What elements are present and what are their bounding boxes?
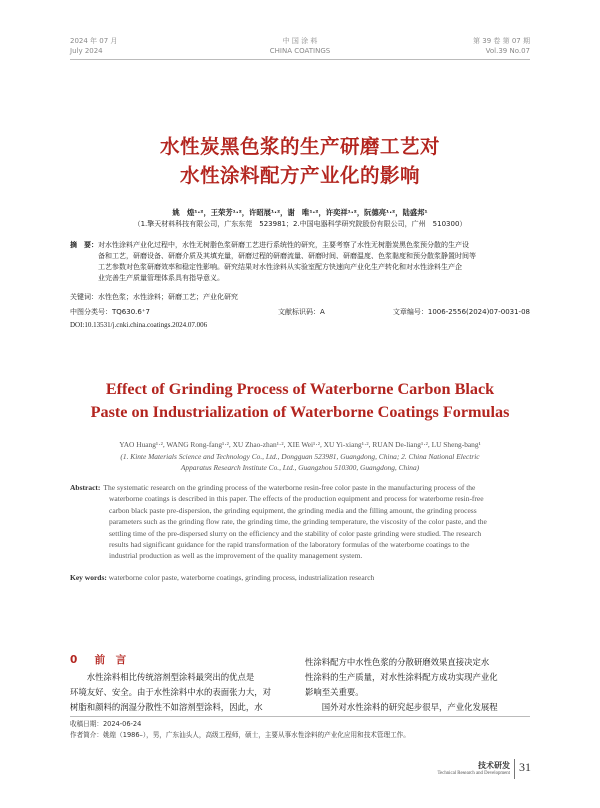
- doi: DOI:10.13531/j.cnki.china.coatings.2024.07.006: [70, 321, 208, 329]
- title-cn-line2: 水性涂料配方产业化的影响: [179, 164, 420, 187]
- section-number: 0: [70, 654, 78, 666]
- body-line: 环境友好、安全。由于水性涂料中水的表面张力大，对: [70, 687, 271, 697]
- received-date: 收稿日期：2024-06-24: [70, 720, 142, 728]
- header-date-cn: 2024 年 07 月: [70, 37, 118, 45]
- abstract-en-line: industrial production as well as the improvement of the quality management system.: [109, 551, 363, 561]
- keywords-en-text: waterborne color paste, waterborne coatings, grinding process, industrialization research: [108, 573, 375, 582]
- footer-divider: [514, 759, 515, 779]
- abstract-en-line: settling time of the pre-dispersed slurry on the efficiency and the stability of color paste grinding were studied. The research: [109, 528, 482, 538]
- abstract-cn-line: 工艺参数对色浆研磨效率和稳定性影响。研究结果对水性涂料从实验室配方快速向产业化生产转化和对水性涂料生产企: [98, 263, 462, 271]
- body-line: 水性涂料相比传统溶剂型涂料最突出的优点是: [70, 672, 255, 682]
- section-heading: [70, 652, 126, 667]
- header-rule: [70, 59, 530, 60]
- body-left-column: [70, 670, 295, 715]
- authors-cn: 姚 煌¹·²，王荣芳¹·²，许昭展¹·²，谢 唯¹·²，许奕祥¹·²，阮德亮¹·²，陆盛邦¹: [172, 208, 428, 217]
- body-line: 性涂料的生产质量，对水性涂料配方成功实现产业化: [305, 672, 498, 682]
- abstract-en-line: carbon black paste pre-dispersion, the grinding equipment, the grinding media and the filling amount, the grinding process: [109, 505, 477, 515]
- authors-en: YAO Huang¹·², WANG Rong-fang¹·², XU Zhao-zhan¹·², XIE Wei¹·², XU Yi-xiang¹·², RUAN De-liang¹·², LU Sheng-bang¹: [119, 440, 481, 449]
- abstract-en-line: parameters such as the grinding flow rate, the grinding time, the grinding temperature, the viscosity of the color paste, and the: [109, 517, 487, 527]
- classification-cn: 中图分类号：TQ630.6⁺7: [70, 308, 150, 316]
- abstract-en-line: results had significant guidance for the rapid transformation of the laboratory formulas of the waterborne coatings to the: [109, 540, 470, 550]
- header-date-en: July 2024: [70, 47, 103, 55]
- abstract-cn-label: 摘 要：: [70, 241, 98, 249]
- body-line: 性涂料配方中水性色浆的分散研磨效果直接决定水: [305, 657, 490, 667]
- affiliations-cn: （1.擎天材料科技有限公司，广东东莞 523981；2.中国电器科学研究院股份有限公司，广州 510300）: [133, 220, 467, 228]
- keywords-en-label: Key words:: [70, 573, 107, 582]
- abstract-en: [70, 482, 530, 562]
- title-en-line1: Effect of Grinding Process of Waterborne Carbon Black: [105, 380, 495, 398]
- abstract-cn-line: 备和工艺，研磨设备、研磨介质及其填充量，研磨过程的研磨流量、研磨时间、研磨温度、色浆黏度和预分散浆静置时间等: [98, 252, 476, 260]
- abstract-cn-line: 业完善生产质量管理体系具有指导意义。: [98, 274, 224, 282]
- abstract-en-line: The systematic research on the grinding process of the waterborne resin-free color paste in the manufacturing process of the: [103, 483, 476, 492]
- article-number: 文章编号：1006-2556(2024)07-0031-08: [392, 308, 530, 316]
- header-journal-cn: 中 国 涂 料: [282, 37, 318, 45]
- header-journal-en: CHINA COATINGS: [269, 47, 331, 55]
- affiliations-en-line2: Apparatus Research Institute Co., Ltd., Guangzhou 510300, Guangdong, China): [180, 463, 420, 472]
- doc-code-cn: 文献标识码：A: [278, 308, 325, 316]
- abstract-cn-line: 对水性涂料产业化过程中，水性无树脂色浆研磨工艺进行系统性的研究，主要考察了水性无树脂炭黑色浆预分散的生产设: [98, 241, 469, 249]
- body-line: 树脂和颜料的润湿分散性不如溶剂型涂料，因此，水: [70, 702, 263, 712]
- abstract-cn: [70, 240, 530, 284]
- header-volume-cn: 第 39 卷 第 07 期: [473, 37, 530, 45]
- affiliations-en-line1: (1. Kinte Materials Science and Technology Co., Ltd., Dongguan 523981, Guangdong, China; 2. China National Electric: [120, 452, 480, 461]
- footer-column-en: Technical Research and Development: [437, 771, 510, 776]
- body-line: 影响至关重要。: [305, 687, 364, 697]
- body-right-column: [305, 655, 530, 715]
- keywords-en: [70, 572, 530, 583]
- header-volume-en: Vol.39 No.07: [485, 47, 530, 55]
- section-title: 前 言: [94, 654, 127, 666]
- title-cn-line1: 水性炭黑色浆的生产研磨工艺对: [159, 135, 440, 158]
- footer-column-cn: 技术研发: [478, 761, 510, 770]
- page-number: 31: [519, 760, 531, 774]
- body-line: 国外对水性涂料的研究起步很早，产业化发展程: [305, 702, 498, 712]
- author-bio: 作者简介：姚煌（1986–），男，广东汕头人，高级工程师，硕士，主要从事水性涂料的产业化应用和技术管理工作。: [70, 731, 410, 739]
- footnote-rule: [70, 716, 530, 717]
- title-en-line2: Paste on Industrialization of Waterborne Coatings Formulas: [90, 403, 510, 421]
- abstract-en-line: waterborne coatings is described in this paper. The effects of the production equipment and process for waterborne resin-free: [109, 494, 484, 504]
- abstract-en-label: Abstract:: [70, 483, 101, 492]
- keywords-cn: 关键词：水性色浆；水性涂料；研磨工艺；产业化研究: [70, 293, 238, 301]
